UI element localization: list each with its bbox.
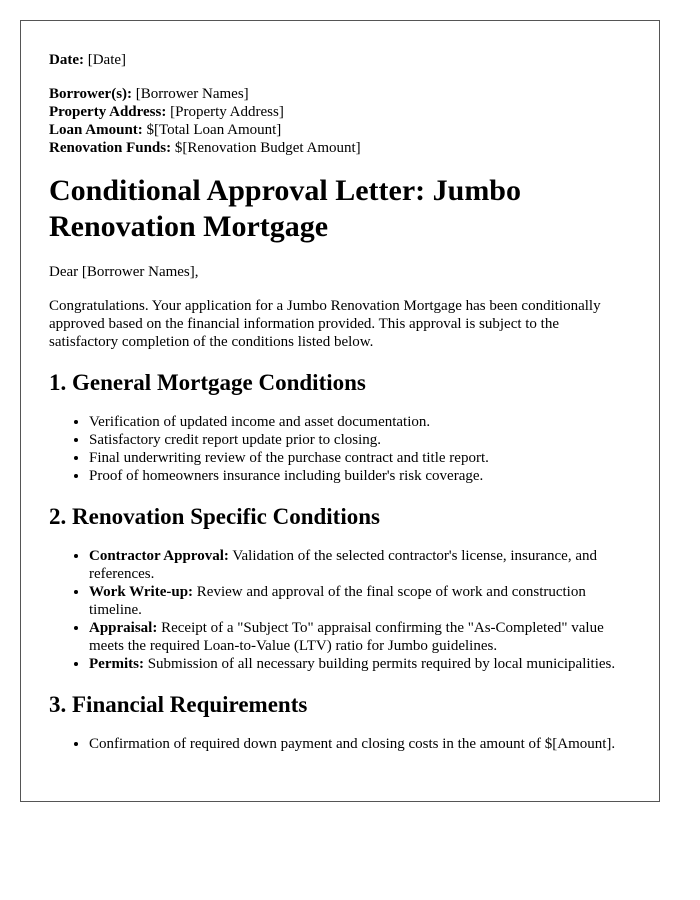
intro-paragraph: Congratulations. Your application for a Jumbo Renovation Mortgage has been conditionally approved based on the financial information provided. This approval is subject to the satisfactory completion of the conditions listed below.: [49, 298, 601, 350]
list-item-text: Review and approval of the final scope of work and construction timeline.: [89, 584, 586, 618]
renovation-funds-label: Renovation Funds:: [49, 140, 172, 156]
list-item-text: Submission of all necessary building permits required by local municipalities.: [143, 656, 616, 672]
list-item: • Satisfactory credit report update prior to closing.: [89, 431, 631, 449]
list-item: • Confirmation of required down payment and closing costs in the amount of $[Amount].: [89, 735, 631, 753]
list-item-text: Receipt of a "Subject To" appraisal confirming the "As-Completed" value meets the required Loan-to-Value (LTV) ratio for Jumbo guidelines.: [89, 620, 604, 654]
property-address-value: [Property Address]: [166, 104, 284, 120]
salutation: Dear [Borrower Names],: [49, 264, 199, 280]
loan-amount-value: $[Total Loan Amount]: [142, 122, 282, 138]
general-conditions-list: [49, 413, 631, 485]
letter-page: [20, 20, 660, 802]
list-item-label: Contractor Approval:: [89, 548, 229, 564]
section-heading-renovation: 2. Renovation Specific Conditions: [49, 504, 380, 529]
list-item: [89, 619, 631, 655]
date-label: Date:: [49, 52, 84, 68]
list-item: • Verification of updated income and asset documentation.: [89, 413, 631, 431]
renovation-conditions-list: [49, 547, 631, 673]
financial-requirements-list: [49, 735, 631, 753]
list-item-text: Validation of the selected contractor's license, insurance, and references.: [89, 548, 597, 582]
list-item-label: Work Write-up:: [89, 584, 194, 600]
date-value: [Date]: [83, 52, 127, 68]
letter-content: [21, 21, 659, 753]
borrowers-line: [49, 85, 631, 103]
loan-amount-line: [49, 121, 631, 139]
section-heading-general: 1. General Mortgage Conditions: [49, 370, 366, 395]
list-item: [89, 583, 631, 619]
property-address-line: [49, 103, 631, 121]
list-item: [89, 655, 631, 673]
list-item: [89, 547, 631, 583]
list-item-label: Appraisal:: [89, 620, 158, 636]
property-address-label: Property Address:: [49, 104, 167, 120]
letter-title: Conditional Approval Letter: Jumbo Renovation Mortgage: [49, 174, 521, 243]
renovation-funds-value: $[Renovation Budget Amount]: [171, 140, 361, 156]
list-item: • Final underwriting review of the purchase contract and title report.: [89, 449, 631, 467]
list-item-label: Permits:: [89, 656, 144, 672]
date-line: [49, 51, 631, 69]
borrowers-label: Borrower(s):: [49, 86, 133, 102]
borrowers-value: [Borrower Names]: [132, 86, 249, 102]
section-heading-financial: 3. Financial Requirements: [49, 692, 308, 717]
loan-amount-label: Loan Amount:: [49, 122, 143, 138]
list-item: • Proof of homeowners insurance including builder's risk coverage.: [89, 467, 631, 485]
renovation-funds-line: [49, 139, 631, 157]
